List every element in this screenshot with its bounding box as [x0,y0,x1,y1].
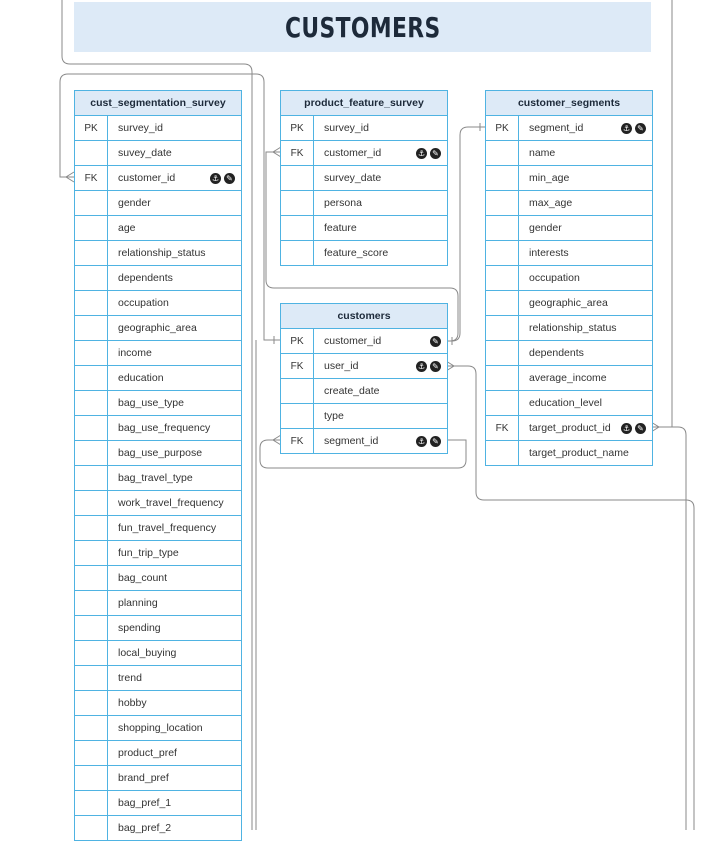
table-row[interactable] [75,341,241,366]
field-name: trend [118,672,142,684]
field-icons [416,436,447,447]
table-row[interactable] [75,816,241,840]
field-name: brand_pref [118,772,169,784]
key-label: PK [75,116,108,140]
key-label [486,366,519,390]
field-name: bag_use_purpose [118,447,203,459]
anchor-icon: ⚓ [211,173,220,183]
key-label [75,516,108,540]
field-icons [416,148,447,159]
table-row[interactable] [75,216,241,241]
table-row[interactable] [486,166,652,191]
table-row[interactable] [486,366,652,391]
field-name: name [529,147,556,159]
key-label [486,316,519,340]
field-name: bag_pref_1 [118,797,172,809]
key-label [486,441,519,465]
key-label [75,466,108,490]
field-name: persona [324,197,362,209]
key-label: FK [75,166,108,190]
key-label [486,241,519,265]
key-label [281,404,314,428]
table-row[interactable] [75,191,241,216]
key-label: FK [281,141,314,165]
field-name: education [118,372,164,384]
field-name: customer_id [118,172,176,184]
key-label [75,491,108,515]
anchor-icon: ⚓ [417,436,426,446]
field-name: user_id [324,360,359,372]
field-name: hobby [118,697,147,709]
field-icons [210,173,241,184]
table-row[interactable] [75,666,241,691]
table-cust-segmentation-survey[interactable] [74,90,242,841]
table-row[interactable] [75,641,241,666]
pencil-icon: ✎ [635,423,646,434]
field-name: feature [324,222,357,234]
key-label [75,241,108,265]
anchor-icon: ⚓ [622,123,631,133]
table-row[interactable] [281,116,447,141]
key-label [75,641,108,665]
pencil-icon: ✎ [635,123,646,134]
field-name: survey_date [324,172,382,184]
field-name: geographic_area [118,322,197,334]
key-label [75,816,108,840]
group-title-banner [74,2,651,52]
key-label: FK [486,416,519,440]
table-row[interactable] [75,766,241,791]
key-label: PK [281,329,314,353]
table-header[interactable]: product_feature_survey [281,91,447,116]
key-label [486,291,519,315]
table-customer-segments[interactable] [485,90,653,466]
pencil-icon: ✎ [430,436,441,447]
key-label [75,341,108,365]
table-row[interactable] [75,166,241,191]
key-label [75,541,108,565]
relation-target-product-line [651,427,686,830]
field-icons [430,336,447,347]
key-label: PK [486,116,519,140]
table-row[interactable] [75,741,241,766]
field-name: gender [118,197,151,209]
table-row[interactable] [486,391,652,416]
table-row[interactable] [75,316,241,341]
key-label [75,391,108,415]
field-name: occupation [529,272,580,284]
table-row[interactable] [281,429,447,453]
table-row[interactable] [281,191,447,216]
field-name: dependents [118,272,173,284]
field-name: income [118,347,152,359]
field-name: bag_count [118,572,168,584]
key-label [75,591,108,615]
table-row[interactable] [486,316,652,341]
field-name: relationship_status [118,247,206,259]
relation-customer-segment-line [446,127,486,341]
table-row[interactable] [486,441,652,465]
key-label [281,191,314,215]
field-name: bag_use_type [118,397,184,409]
table-row[interactable] [281,329,447,354]
table-header[interactable]: cust_segmentation_survey [75,91,241,116]
key-label [486,141,519,165]
field-name: suvey_date [118,147,172,159]
field-name: target_product_id [529,422,611,434]
table-row[interactable] [281,379,447,404]
table-row[interactable] [75,241,241,266]
key-label [486,216,519,240]
field-icons [621,423,652,434]
key-label [486,191,519,215]
key-label [75,741,108,765]
table-row[interactable] [486,116,652,141]
pencil-icon: ✎ [224,173,235,184]
field-name: dependents [529,347,584,359]
table-row[interactable] [486,291,652,316]
field-name: product_pref [118,747,177,759]
key-label [486,266,519,290]
key-label: FK [281,354,314,378]
field-name: max_age [529,197,573,209]
field-name: segment_id [324,435,379,447]
table-row[interactable] [75,291,241,316]
table-row[interactable] [75,716,241,741]
field-name: local_buying [118,647,177,659]
field-name: planning [118,597,158,609]
table-row[interactable] [281,404,447,429]
table-row[interactable] [281,166,447,191]
field-name: customer_id [324,147,382,159]
key-label [75,666,108,690]
key-label [75,766,108,790]
pencil-icon: ✎ [430,361,441,372]
table-row[interactable] [75,591,241,616]
table-product-feature-survey[interactable] [280,90,448,266]
table-row[interactable] [75,691,241,716]
key-label [75,366,108,390]
anchor-icon: ⚓ [622,423,631,433]
table-row[interactable] [486,241,652,266]
key-label [75,791,108,815]
table-row[interactable] [75,416,241,441]
key-label [486,391,519,415]
table-row[interactable] [75,791,241,816]
field-name: type [324,410,344,422]
key-label [75,691,108,715]
table-row[interactable] [281,216,447,241]
field-name: age [118,222,136,234]
key-label [75,191,108,215]
field-icons [416,361,447,372]
key-label [281,166,314,190]
table-row[interactable] [75,141,241,166]
key-label [75,141,108,165]
field-name: average_income [529,372,607,384]
table-header[interactable]: customers [281,304,447,329]
key-label [486,166,519,190]
table-row[interactable] [75,116,241,141]
key-label: FK [281,429,314,453]
key-label [75,416,108,440]
key-label [75,716,108,740]
field-name: min_age [529,172,570,184]
key-label [75,291,108,315]
table-customers[interactable] [280,303,448,454]
table-row[interactable] [75,491,241,516]
field-name: education_level [529,397,602,409]
field-name: spending [118,622,161,634]
key-label [75,566,108,590]
key-label [75,316,108,340]
field-name: geographic_area [529,297,608,309]
key-label [75,616,108,640]
table-row[interactable] [486,266,652,291]
pencil-icon: ✎ [430,148,441,159]
table-row[interactable] [486,341,652,366]
field-icons [621,123,652,134]
table-row[interactable] [75,516,241,541]
field-name: survey_id [324,122,369,134]
field-name: survey_id [118,122,163,134]
key-label [75,266,108,290]
table-row[interactable] [486,141,652,166]
anchor-icon: ⚓ [417,361,426,371]
key-label: PK [281,116,314,140]
table-row[interactable] [281,354,447,379]
pencil-icon: ✎ [430,336,441,347]
field-name: fun_trip_type [118,547,179,559]
table-row[interactable] [486,416,652,441]
table-row[interactable] [75,466,241,491]
field-name: relationship_status [529,322,617,334]
table-row[interactable] [75,541,241,566]
field-name: create_date [324,385,380,397]
table-row[interactable] [486,216,652,241]
field-name: occupation [118,297,169,309]
table-row[interactable] [281,141,447,166]
table-row[interactable] [75,616,241,641]
field-name: bag_pref_2 [118,822,172,834]
key-label [281,241,314,265]
table-row[interactable] [75,366,241,391]
field-name: gender [529,222,562,234]
key-label [75,441,108,465]
field-name: bag_travel_type [118,472,193,484]
table-row[interactable] [75,441,241,466]
field-name: work_travel_frequency [118,497,224,509]
field-name: interests [529,247,569,259]
table-header[interactable]: customer_segments [486,91,652,116]
key-label [281,379,314,403]
field-name: feature_score [324,247,389,259]
table-row[interactable] [75,266,241,291]
table-row[interactable] [75,391,241,416]
table-row[interactable] [486,191,652,216]
key-label [75,216,108,240]
table-row[interactable] [75,566,241,591]
field-name: customer_id [324,335,382,347]
key-label [486,341,519,365]
anchor-icon: ⚓ [417,148,426,158]
field-name: fun_travel_frequency [118,522,217,534]
field-name: target_product_name [529,447,629,459]
field-name: bag_use_frequency [118,422,211,434]
field-name: segment_id [529,122,584,134]
table-row[interactable] [281,241,447,265]
group-title: CUSTOMERS [284,10,441,44]
field-name: shopping_location [118,722,203,734]
key-label [281,216,314,240]
